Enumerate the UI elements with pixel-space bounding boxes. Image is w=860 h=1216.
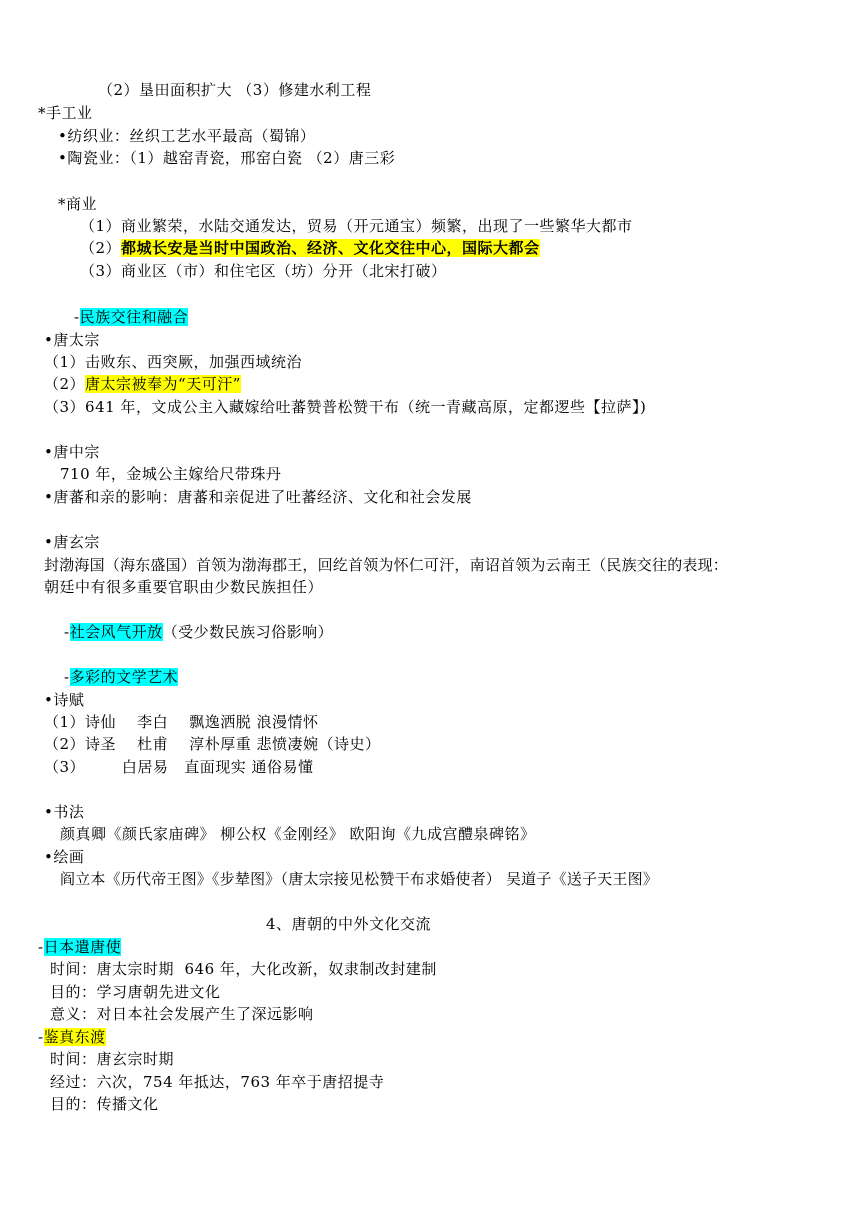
line-commerce-3: （3）商业区（市）和住宅区（坊）分开（北宋打破） bbox=[80, 262, 447, 280]
section-open-society: -社会风气开放（受少数民族习俗影响） bbox=[64, 623, 334, 641]
line-envoys-time: 时间：唐太宗时期 646 年，大化改新，奴隶制改封建制 bbox=[50, 960, 437, 978]
highlight-tiankehan: 唐太宗被奉为“天可汗” bbox=[85, 375, 241, 393]
highlight-open-society: 社会风气开放 bbox=[69, 623, 163, 641]
line-agriculture: （2）垦田面积扩大 （3）修建水利工程 bbox=[98, 81, 372, 99]
line-heqin-impact: •唐蕃和亲的影响：唐蕃和亲促进了吐蕃经济、文化和社会发展 bbox=[44, 488, 472, 506]
section-japan-envoys: -日本遣唐使 bbox=[38, 938, 122, 956]
bullet-painting: •绘画 bbox=[44, 848, 85, 866]
line-taizong-3: （3）641 年，文成公主入藏嫁给吐蕃赞普松赞干布（统一青藏高原，定都逻些【拉萨】) bbox=[44, 398, 647, 416]
line-envoys-significance: 意义：对日本社会发展产生了深远影响 bbox=[50, 1005, 314, 1023]
bullet-poetry: •诗赋 bbox=[44, 691, 85, 709]
line-taizong-2: （2）唐太宗被奉为“天可汗” bbox=[44, 375, 241, 393]
section-literature-art: -多彩的文学艺术 bbox=[64, 668, 179, 686]
line-xuanzong-1: 封渤海国（海东盛国）首领为渤海郡王，回纥首领为怀仁可汗，南诏首领为云南王（民族交往的表现： bbox=[44, 556, 729, 574]
heading-handicraft: *手工业 bbox=[38, 104, 93, 122]
section-title-foreign-exchange: 4、唐朝的中外文化交流 bbox=[266, 915, 432, 933]
bullet-calligraphy: •书法 bbox=[44, 803, 85, 821]
line-jianzhen-purpose: 目的：传播文化 bbox=[50, 1095, 159, 1113]
section-ethnic-exchange: -民族交往和融合 bbox=[74, 308, 189, 326]
line-poetry-1: （1）诗仙 李白 飘逸洒脱 浪漫情怀 bbox=[44, 713, 319, 731]
bullet-taizong: •唐太宗 bbox=[44, 331, 100, 349]
heading-commerce: *商业 bbox=[58, 195, 98, 213]
highlight-changan: 都城长安是当时中国政治、经济、文化交往中心，国际大都会 bbox=[121, 239, 540, 257]
line-zhongzong: 710 年，金城公主嫁给尺带珠丹 bbox=[60, 465, 282, 483]
line-textile: •纺织业：丝织工艺水平最高（蜀锦） bbox=[58, 127, 316, 145]
bullet-xuanzong: •唐玄宗 bbox=[44, 533, 100, 551]
highlight-literature: 多彩的文学艺术 bbox=[69, 668, 179, 686]
line-jianzhen-time: 时间：唐玄宗时期 bbox=[50, 1050, 175, 1068]
line-commerce-1: （1）商业繁荣，水陆交通发达，贸易（开元通宝）频繁，出现了一些繁华大都市 bbox=[80, 217, 633, 235]
highlight-ethnic: 民族交往和融合 bbox=[79, 308, 189, 326]
line-envoys-purpose: 目的：学习唐朝先进文化 bbox=[50, 983, 221, 1001]
section-jianzhen: -鉴真东渡 bbox=[38, 1028, 106, 1046]
line-painting: 阎立本《历代帝王图》《步辇图》（唐太宗接见松赞干布求婚使者） 吴道子《送子天王图》 bbox=[60, 870, 658, 888]
line-commerce-2: （2）都城长安是当时中国政治、经济、文化交往中心，国际大都会 bbox=[80, 239, 540, 257]
line-xuanzong-2: 朝廷中有很多重要官职由少数民族担任） bbox=[44, 578, 324, 596]
highlight-jianzhen: 鉴真东渡 bbox=[43, 1028, 106, 1046]
line-poetry-2: （2）诗圣 杜甫 淳朴厚重 悲愤凄婉（诗史） bbox=[44, 735, 381, 753]
line-jianzhen-process: 经过：六次，754 年抵达，763 年卒于唐招提寺 bbox=[50, 1073, 385, 1091]
bullet-zhongzong: •唐中宗 bbox=[44, 443, 100, 461]
line-taizong-1: （1）击败东、西突厥，加强西域统治 bbox=[44, 353, 303, 371]
line-poetry-3: （3） 白居易 直面现实 通俗易懂 bbox=[44, 758, 314, 776]
line-calligraphy: 颜真卿《颜氏家庙碑》 柳公权《金刚经》 欧阳询《九成宫醴泉碑铭》 bbox=[60, 825, 536, 843]
line-ceramics: •陶瓷业：（1）越窑青瓷，邢窑白瓷 （2）唐三彩 bbox=[58, 149, 396, 167]
highlight-japan-envoys: 日本遣唐使 bbox=[43, 938, 122, 956]
